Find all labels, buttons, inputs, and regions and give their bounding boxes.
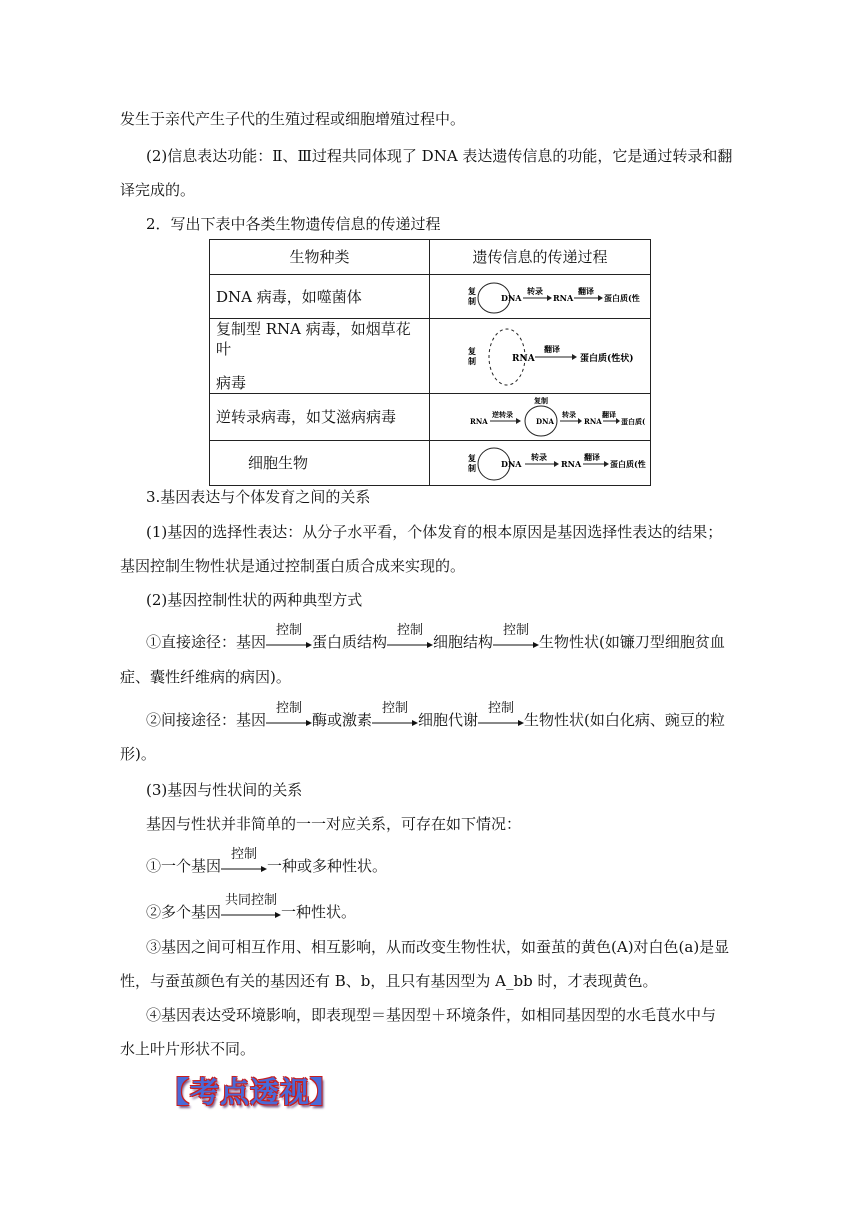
- label-rna: RNA: [553, 292, 574, 303]
- text: ①一个基因: [146, 857, 222, 875]
- arrowhead: [616, 418, 620, 424]
- label-translate: 翻译: [544, 344, 560, 354]
- table-cell: [430, 319, 651, 394]
- label-copy: 制: [468, 295, 476, 306]
- table-cell: 逆转录病毒，如艾滋病病毒: [210, 394, 430, 441]
- table-cell: [210, 319, 430, 394]
- paragraph-line: ③基因之间可相互作用、相互影响，从而改变生物性状，如蚕茧的黄色(A)对白色(a)是显: [146, 938, 730, 956]
- text: ②多个基因: [146, 903, 222, 921]
- control-arrow: [266, 623, 312, 652]
- arrow-label: 控制: [382, 701, 409, 716]
- label-translate: 翻译: [584, 452, 600, 462]
- label-rna: RNA: [512, 354, 535, 364]
- arrowhead: [604, 461, 609, 467]
- section-heading: 2．写出下表中各类生物遗传信息的传递过程: [146, 215, 441, 233]
- table-header: 生物种类: [210, 240, 430, 275]
- section-stamp: 【考点透视】: [160, 1075, 341, 1109]
- table-row: [210, 275, 651, 319]
- arrowhead: [554, 461, 559, 467]
- table-row: [210, 441, 651, 486]
- paragraph-line: 译完成的。: [120, 181, 196, 199]
- control-arrow: [221, 893, 281, 922]
- indirect-path-line: [146, 701, 725, 730]
- label-protein: 蛋白质(: [621, 417, 646, 426]
- relation-line: [146, 893, 357, 922]
- genetic-info-table: [209, 239, 651, 486]
- rna-virus-diagram: [430, 321, 650, 391]
- table-row: [210, 394, 651, 441]
- label-dna: DNA: [501, 292, 522, 303]
- arrowhead: [547, 295, 552, 301]
- label-transcribe: 转录: [531, 452, 547, 462]
- control-arrow: [478, 701, 524, 730]
- arrowhead: [598, 295, 603, 301]
- arrow-label: 控制: [503, 623, 530, 638]
- label-reverse: 逆转录: [492, 410, 513, 419]
- arrowhead: [516, 418, 521, 424]
- label-rna: RNA: [584, 417, 602, 426]
- paragraph-line: 性，与蚕茧颜色有关的基因还有 B、b，且只有基因型为 A_bb 时，才表现黄色。: [120, 972, 658, 990]
- paragraph-line: 症、囊性纤维病的病因)。: [120, 668, 291, 686]
- text: 生物性状(如镰刀型细胞贫血: [539, 633, 725, 651]
- paragraph-line: (1)基因的选择性表达：从分子水平看，个体发育的根本原因是基因选择性表达的结果；: [146, 523, 723, 541]
- arrow-label: 控制: [276, 623, 303, 638]
- arrow-label: 控制: [276, 701, 303, 716]
- label-transcribe: 转录: [527, 285, 543, 296]
- paragraph-line: 水上叶片形状不同。: [120, 1040, 256, 1058]
- label-protein: 蛋白质(性: [610, 459, 646, 469]
- paragraph-line: 基因与性状并非简单的一一对应关系，可存在如下情况：: [146, 815, 522, 833]
- text: 一种性状。: [281, 903, 357, 921]
- cell-line: 病毒: [216, 374, 247, 392]
- label-translate: 翻译: [602, 410, 616, 419]
- table-cell: DNA 病毒，如噬菌体: [210, 275, 430, 319]
- text: 一种或多种性状。: [267, 857, 388, 875]
- label-dna: DNA: [501, 459, 522, 469]
- arrow-label: 共同控制: [225, 893, 278, 908]
- table-cell: [430, 441, 651, 486]
- text: 酶或激素: [312, 711, 373, 729]
- control-arrow: [221, 847, 267, 876]
- paragraph-line: (2)基因控制性状的两种典型方式: [146, 591, 363, 609]
- label-transcribe: 转录: [562, 410, 576, 419]
- label-copy: 复: [468, 346, 476, 356]
- label-protein: 蛋白质(性: [604, 292, 640, 303]
- paragraph-line: 基因控制生物性状是通过控制蛋白质合成来实现的。: [120, 557, 466, 575]
- paragraph-line: (2)信息表达功能：Ⅱ、Ⅲ过程共同体现了 DNA 表达遗传信息的功能，它是通过转录和翻: [146, 147, 733, 165]
- label-dna: DNA: [536, 417, 554, 426]
- text: 细胞代谢: [418, 711, 479, 729]
- control-arrow: [387, 623, 433, 652]
- arrow-label: 控制: [397, 623, 424, 638]
- table-row: [210, 319, 651, 394]
- table-cell: 细胞生物: [210, 441, 430, 486]
- arrowhead: [572, 354, 577, 360]
- table-header: 遗传信息的传递过程: [430, 240, 651, 275]
- control-arrow: [493, 623, 539, 652]
- text: 细胞结构: [433, 633, 494, 651]
- text: ②间接途径：基因: [146, 711, 267, 729]
- paragraph-line: 形)。: [120, 745, 156, 763]
- paragraph-line: ④基因表达受环境影响，即表现型＝基因型＋环境条件，如相同基因型的水毛茛水中与: [146, 1006, 717, 1024]
- cell-line: 复制型 RNA 病毒，如烟草花叶: [216, 320, 411, 358]
- label-copy: 复: [468, 453, 476, 463]
- label-translate: 翻译: [578, 285, 594, 296]
- label-copy: 复制: [534, 396, 548, 405]
- retrovirus-diagram: [430, 394, 650, 440]
- arrow-label: 控制: [488, 701, 515, 716]
- paragraph-line: 发生于亲代产生子代的生殖过程或细胞增殖过程中。: [120, 110, 466, 128]
- label-copy: 制: [468, 463, 476, 473]
- cell-organism-diagram: [430, 441, 650, 485]
- text: 蛋白质结构: [312, 633, 388, 651]
- control-arrow: [372, 701, 418, 730]
- label-copy: 制: [468, 356, 476, 366]
- section-heading: (3)基因与性状间的关系: [146, 781, 303, 799]
- label-protein: 蛋白质(性状): [580, 354, 634, 364]
- direct-path-line: [146, 623, 725, 652]
- control-arrow: [266, 701, 312, 730]
- arrow-label: 控制: [231, 847, 258, 862]
- label-copy: 复: [468, 285, 476, 296]
- text: 生物性状(如白化病、豌豆的粒: [524, 711, 725, 729]
- dna-virus-diagram: [430, 276, 650, 318]
- table-cell: [430, 275, 651, 319]
- label-rna: RNA: [561, 459, 582, 469]
- relation-line: [146, 847, 388, 876]
- text: ①直接途径：基因: [146, 633, 267, 651]
- section-heading: 3.基因表达与个体发育之间的关系: [146, 488, 371, 506]
- label-rna: RNA: [470, 417, 488, 426]
- arrowhead: [578, 418, 582, 424]
- table-cell: [430, 394, 651, 441]
